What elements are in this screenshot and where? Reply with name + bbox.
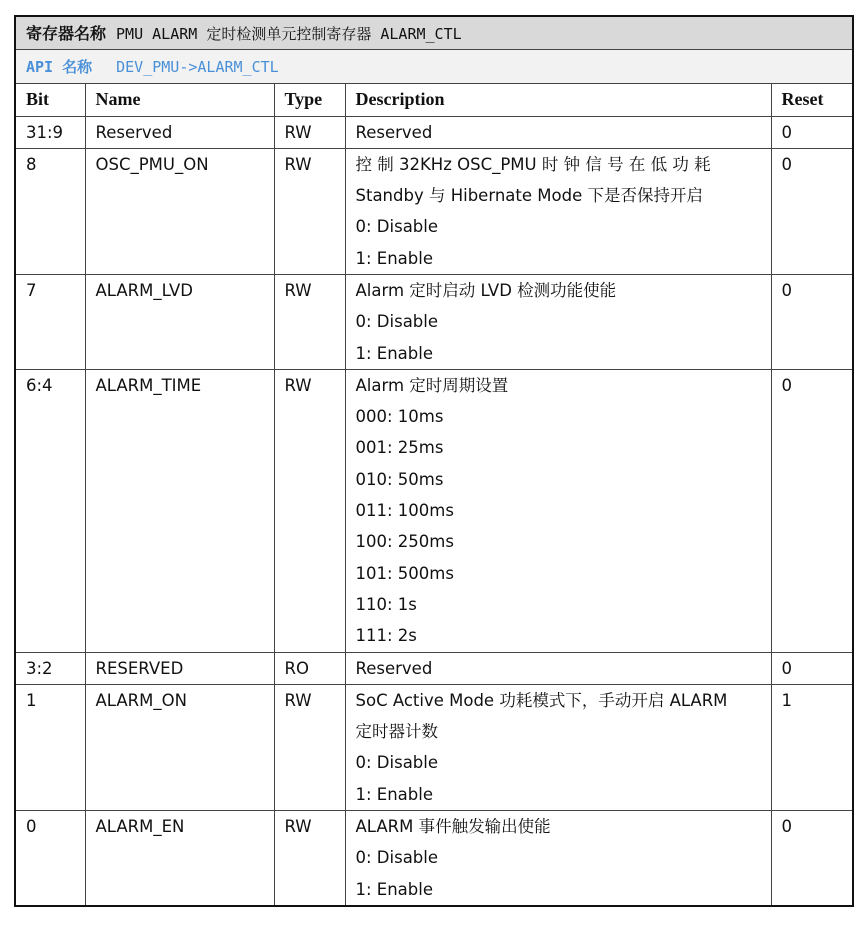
column-header-type: Type — [274, 83, 345, 116]
name-cell: OSC_PMU_ON — [85, 148, 274, 274]
table-row — [15, 274, 853, 369]
reset-cell: 1 — [771, 684, 853, 810]
description-line: 控 制 32KHz OSC_PMU 时 钟 信 号 在 低 功 耗 — [355, 154, 711, 174]
api-name-value: DEV_PMU->ALARM_CTL — [116, 57, 279, 76]
description-line: 0: Disable — [355, 753, 439, 773]
name-cell: ALARM_TIME — [85, 369, 274, 652]
register-name-value: PMU ALARM 定时检测单元控制寄存器 ALARM_CTL — [116, 25, 462, 44]
bit-cell: 0 — [15, 811, 85, 906]
description-line: 101: 500ms — [355, 563, 454, 583]
description-line: 100: 250ms — [355, 532, 454, 552]
reset-cell: 0 — [771, 369, 853, 652]
description-cell — [345, 811, 771, 906]
column-header-bit: Bit — [15, 83, 85, 116]
description-cell — [345, 274, 771, 369]
bit-cell: 1 — [15, 684, 85, 810]
description-line: Alarm 定时周期设置 — [355, 375, 509, 395]
description-line: Alarm 定时启动 LVD 检测功能使能 — [355, 280, 617, 300]
name-cell: Reserved — [85, 116, 274, 148]
description-line: 定时器计数 — [355, 722, 438, 742]
api-name-label: API 名称 — [26, 57, 93, 76]
reset-cell: 0 — [771, 811, 853, 906]
description-line: 001: 25ms — [355, 438, 444, 458]
bit-cell: 7 — [15, 274, 85, 369]
column-header-row — [15, 83, 853, 116]
type-cell: RW — [274, 116, 345, 148]
description-line: Reserved — [355, 122, 433, 142]
description-line: 000: 10ms — [355, 407, 444, 427]
description-line: SoC Active Mode 功耗模式下，手动开启 ALARM — [355, 690, 728, 710]
reset-cell: 0 — [771, 148, 853, 274]
description-line: 0: Disable — [355, 217, 439, 237]
description-line: 110: 1s — [355, 594, 417, 614]
description-line: 0: Disable — [355, 312, 439, 332]
type-cell: RW — [274, 811, 345, 906]
register-title-row — [15, 16, 853, 49]
description-line: 1: Enable — [355, 343, 434, 363]
type-cell: RW — [274, 148, 345, 274]
api-cell — [15, 49, 853, 83]
description-line: Reserved — [355, 658, 433, 678]
type-cell: RW — [274, 369, 345, 652]
description-line: 1: Enable — [355, 784, 434, 804]
bit-cell: 6:4 — [15, 369, 85, 652]
name-cell: ALARM_ON — [85, 684, 274, 810]
bit-cell: 31:9 — [15, 116, 85, 148]
api-row — [15, 49, 853, 83]
table-row — [15, 652, 853, 684]
description-cell — [345, 369, 771, 652]
description-cell — [345, 148, 771, 274]
type-cell: RO — [274, 652, 345, 684]
description-cell — [345, 116, 771, 148]
type-cell: RW — [274, 274, 345, 369]
reset-cell: 0 — [771, 652, 853, 684]
register-title-cell — [15, 16, 853, 49]
register-table — [14, 15, 854, 907]
table-row — [15, 369, 853, 652]
register-name-label: 寄存器名称 — [26, 24, 107, 44]
table-row — [15, 116, 853, 148]
description-line: 111: 2s — [355, 626, 417, 646]
table-row — [15, 148, 853, 274]
reset-cell: 0 — [771, 116, 853, 148]
description-cell — [345, 684, 771, 810]
type-cell: RW — [274, 684, 345, 810]
table-row — [15, 684, 853, 810]
description-line: 1: Enable — [355, 248, 434, 268]
description-line: Standby 与 Hibernate Mode 下是否保持开启 — [355, 186, 703, 206]
description-line: 011: 100ms — [355, 501, 454, 521]
name-cell: ALARM_LVD — [85, 274, 274, 369]
description-line: 1: Enable — [355, 879, 434, 899]
reset-cell: 0 — [771, 274, 853, 369]
description-line: ALARM 事件触发输出使能 — [355, 817, 551, 837]
name-cell: ALARM_EN — [85, 811, 274, 906]
column-header-reset: Reset — [771, 83, 853, 116]
description-cell — [345, 652, 771, 684]
name-cell: RESERVED — [85, 652, 274, 684]
bit-cell: 8 — [15, 148, 85, 274]
table-row — [15, 811, 853, 906]
bit-cell: 3:2 — [15, 652, 85, 684]
description-line: 0: Disable — [355, 848, 439, 868]
description-line: 010: 50ms — [355, 469, 444, 489]
column-header-name: Name — [85, 83, 274, 116]
column-header-description: Description — [345, 83, 771, 116]
